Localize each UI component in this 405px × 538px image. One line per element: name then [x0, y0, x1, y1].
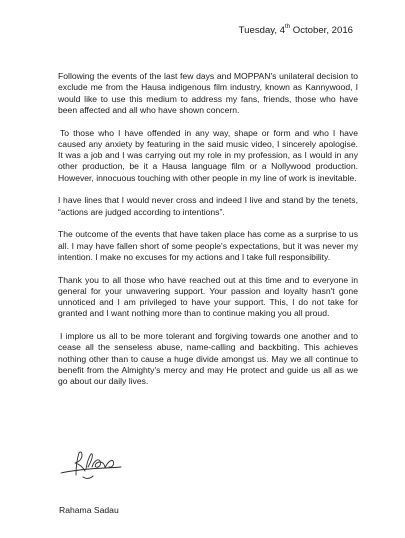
paragraph-principles: I have lines that I would never cross and indeed I live and stand by the tenets, “actions are judged according to intentions”.: [58, 195, 358, 217]
signer-name: Rahama Sadau: [59, 505, 119, 515]
date-day: Tuesday, 4: [238, 25, 286, 36]
paragraph-outcome: The outcome of the events that have taken place has come as a surprise to us all. I may have fallen short of some people's expectations, but it was never my intention. I make no excuses for my actions and I take full responsibility.: [58, 229, 358, 262]
paragraph-thanks: Thank you to all those who have reached out at this time and to everyone in general for your unwavering support. Your passion and loyalty hasn't gone unnoticed and I am privileged to have your support. This, I do not take for granted and I want nothing more than to continue making you all proud.: [58, 274, 358, 319]
letter-date: [239, 25, 353, 37]
paragraph-opening: Following the events of the last few days and MOPPAN's unilateral decision to exclude me from the Hausa indigenous film industry, known as Kannywood, I would like to use this medium to address my fans, friends, those who have been affected and all who have shown concern.: [58, 71, 358, 115]
letter-body: [58, 71, 358, 399]
paragraph-apology: To those who I have offended in any way, shape or form and who I have caused any anxiety by featuring in the said music video, I sincerely apologise. It was a job and I was carrying out my role in my profession, as I would in any other production, be it a Hausa language film or a Nollywood production. However, innocuous touching with other people in my line of work is inevitable.: [58, 127, 358, 183]
date-month-year: October, 2016: [290, 25, 353, 36]
paragraph-closing: I implore us all to be more tolerant and forgiving towards one another and to cease all the senseless abuse, name-calling and backbiting. This achieves nothing other than to cause a huge divide amongst us. May we all continue to benefit from the Almighty's mercy and may He protect and guide us all as we go about our daily lives.: [58, 331, 358, 386]
handwritten-signature: [59, 449, 129, 483]
date-ordinal-suffix: th: [285, 24, 291, 31]
